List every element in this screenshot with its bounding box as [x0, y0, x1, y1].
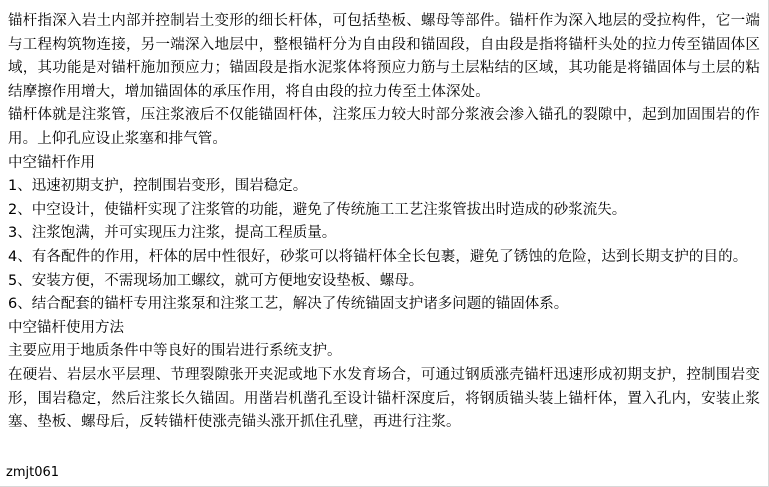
paragraph-anchor-definition: 锚杆指深入岩土内部并控制岩土变形的细长杆体，可包括垫板、螺母等部件。锚杆作为深入地层的受拉构件，它一端与工程构筑物连接，另一端深入地层中，整根锚杆分为自由段和锚固段，自由段是指将锚杆头处的拉力传至锚固体区域，其功能是对锚杆施加预应力；锚固段是指水泥浆体将预应力筋与土层粘结的区域，其功能是将锚固体与土层的粘结摩擦作用增大，增加锚固体的承压作用，将自由段的拉力传至土体深处。 [8, 13, 760, 100]
list-item-1: 1、迅速初期支护，控制围岩变形，围岩稳定。 [8, 178, 308, 195]
list-item-2: 2、中空设计，使锚杆实现了注浆管的功能，避免了传统施工工艺注浆管拔出时造成的砂浆流失。 [8, 201, 627, 218]
list-item-5: 5、安装方便，不需现场加工螺纹，就可方便地安设垫板、螺母。 [8, 272, 424, 289]
heading-hollow-anchor-usage: 中空锚杆使用方法 [8, 319, 124, 336]
usage-intro-line: 主要应用于地质条件中等良好的围岩进行系统支护。 [8, 343, 342, 360]
paragraph-grouting-pipe: 锚杆体就是注浆管，压注浆液后不仅能锚固杆体，注浆压力较大时部分浆液会渗入锚孔的裂隙中，起到加固围岩的作用。上仰孔应设止浆塞和排气管。 [8, 107, 760, 147]
list-item-6: 6、结合配套的锚杆专用注浆泵和注浆工艺，解决了传统锚固支护诸多问题的锚固体系。 [8, 296, 569, 313]
list-item-3: 3、注浆饱满，并可实现压力注浆，提高工程质量。 [8, 225, 337, 242]
watermark-label: zmjt061 [6, 465, 60, 480]
list-item-4: 4、有各配件的作用，杆体的居中性很好，砂浆可以将锚杆体全长包裹，避免了锈蚀的危险，达到长期支护的目的。 [8, 248, 748, 265]
paragraph-usage-procedure: 在硬岩、岩层水平层理、节理裂隙张开夹泥或地下水发育场合，可通过钢质涨壳锚杆迅速形成初期支护，控制围岩变形，围岩稳定，然后注浆长久锚固。用凿岩机凿孔至设计锚杆深度后，将钢质锚头装上锚杆体，置入孔内，安装止浆塞、垫板、螺母后，反转锚杆使涨壳锚头涨开抓住孔壁，再进行注浆。 [8, 366, 760, 431]
heading-hollow-anchor-function: 中空锚杆作用 [8, 154, 95, 171]
